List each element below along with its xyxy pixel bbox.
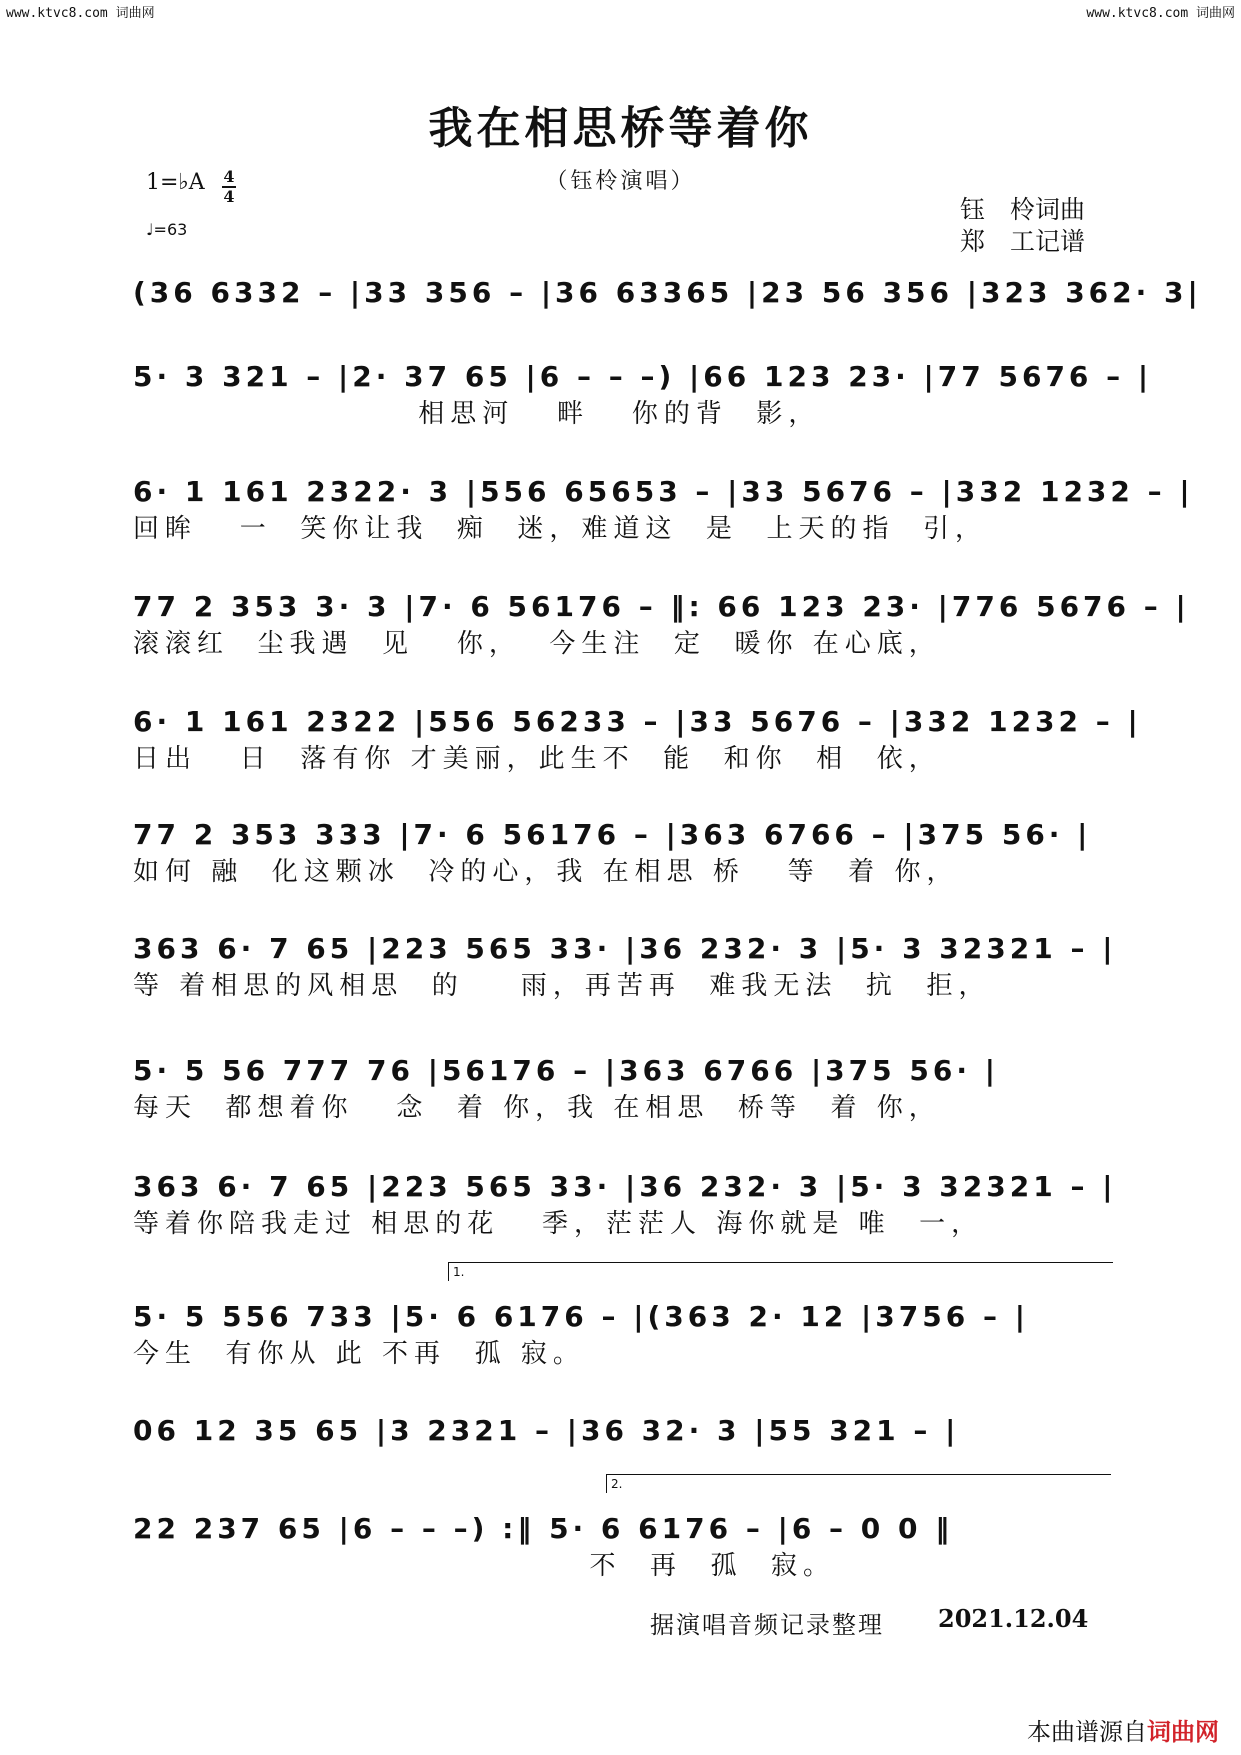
lyrics: 等着你陪我走过 相思的花 季，茫茫人 海你就是 唯 一， (133, 1209, 984, 1239)
notes: 5· 3 321 – |2· 37 65 |6 – – –) |66 123 23· |77 5676 – | (133, 360, 1153, 393)
notes: 77 2 353 333 |7· 6 56176 – |363 6766 – |375 56· | (133, 818, 1092, 851)
notes: 363 6· 7 65 |223 565 33· |36 232· 3 |5· 3 32321 – | (133, 932, 1117, 965)
lyrics: 如何 融 化这颗冰 冷的心，我 在相思 桥 等 着 你， (133, 857, 959, 887)
notes: 06 12 35 65 |3 2321 – |36 32· 3 |55 321 – | (133, 1414, 960, 1447)
lyrics: 相思河 畔 你的背 影， (133, 399, 821, 429)
score-line-2 (133, 360, 1153, 430)
key-signature: 1=♭A (146, 170, 205, 195)
singer: （钰柃演唱） (545, 169, 696, 194)
notes: 77 2 353 3· 3 |7· 6 56176 – ‖: 66 123 23· |776 5676 – | (133, 590, 1190, 623)
volta-1: 1. (448, 1262, 1113, 1281)
notes: 6· 1 161 2322· 3 |556 65653 – |33 5676 – |332 1232 – | (133, 475, 1194, 508)
notes: 363 6· 7 65 |223 565 33· |36 232· 3 |5· 3 32321 – | (133, 1170, 1117, 1203)
score-line-9 (133, 1170, 1117, 1240)
score-line-7 (133, 932, 1117, 1002)
lyrics: 每天 都想着你 念 着 你，我 在相思 桥等 着 你， (133, 1093, 941, 1123)
lyrics: 不 再 孤 寂。 (133, 1551, 836, 1581)
credit-notation: 郑 工记谱 (960, 227, 1086, 256)
lyrics: 等 着相思的风相思 的 雨，再苦再 难我无法 抗 拒， (133, 971, 991, 1001)
score-line-11 (133, 1414, 1113, 1448)
score-line-3 (133, 475, 1194, 545)
source-brand: 词曲网 (1147, 1718, 1219, 1746)
score-line-12 (133, 1512, 1113, 1582)
score-line-8 (133, 1054, 1113, 1124)
transcription-date: 2021.12.04 (938, 1604, 1089, 1633)
volta-2: 2. (606, 1474, 1111, 1493)
time-sig-bottom: 4 (223, 187, 235, 206)
notes: (36 6332 – |33 356 – |36 63365 |23 56 356 |323 362· 3| (133, 276, 1202, 309)
score-line-4 (133, 590, 1190, 660)
time-signature (222, 168, 236, 206)
transcription-note: 据演唱音频记录整理 (650, 1611, 884, 1639)
song-title: 我在相思桥等着你 (428, 103, 813, 154)
notes: 5· 5 56 777 76 |56176 – |363 6766 |375 56· | (133, 1054, 999, 1087)
lyrics: 滚滚红 尘我遇 见 你， 今生注 定 暖你 在心底， (133, 629, 941, 659)
tempo: ♩=63 (146, 220, 188, 239)
watermark-left: www.ktvc8.com 词曲网 (6, 6, 155, 21)
score-line-10 (133, 1300, 1113, 1370)
time-sig-top: 4 (223, 167, 235, 186)
source-credit (1027, 1712, 1219, 1747)
score-line-6 (133, 818, 1113, 888)
lyrics: 日出 日 落有你 才美丽，此生不 能 和你 相 依， (133, 744, 941, 774)
lyrics: 回眸 一 笑你让我 痴 迷，难道这 是 上天的指 引， (133, 514, 987, 544)
score-line-5 (133, 705, 1142, 775)
score-line-1 (133, 276, 1202, 314)
source-prefix: 本曲谱源自 (1027, 1718, 1147, 1746)
notes: 22 237 65 |6 – – –) :‖ 5· 6 6176 – |6 – 0 0 ‖ (133, 1512, 954, 1545)
lyrics: 今生 有你从 此 不再 孤 寂。 (133, 1339, 585, 1369)
credit-lyrics: 钰 柃词曲 (960, 195, 1086, 224)
notes: 5· 5 556 733 |5· 6 6176 – |(363 2· 12 |3756 – | (133, 1300, 1029, 1333)
notes: 6· 1 161 2322 |556 56233 – |33 5676 – |332 1232 – | (133, 705, 1142, 738)
watermark-right: www.ktvc8.com 词曲网 (1086, 6, 1235, 21)
